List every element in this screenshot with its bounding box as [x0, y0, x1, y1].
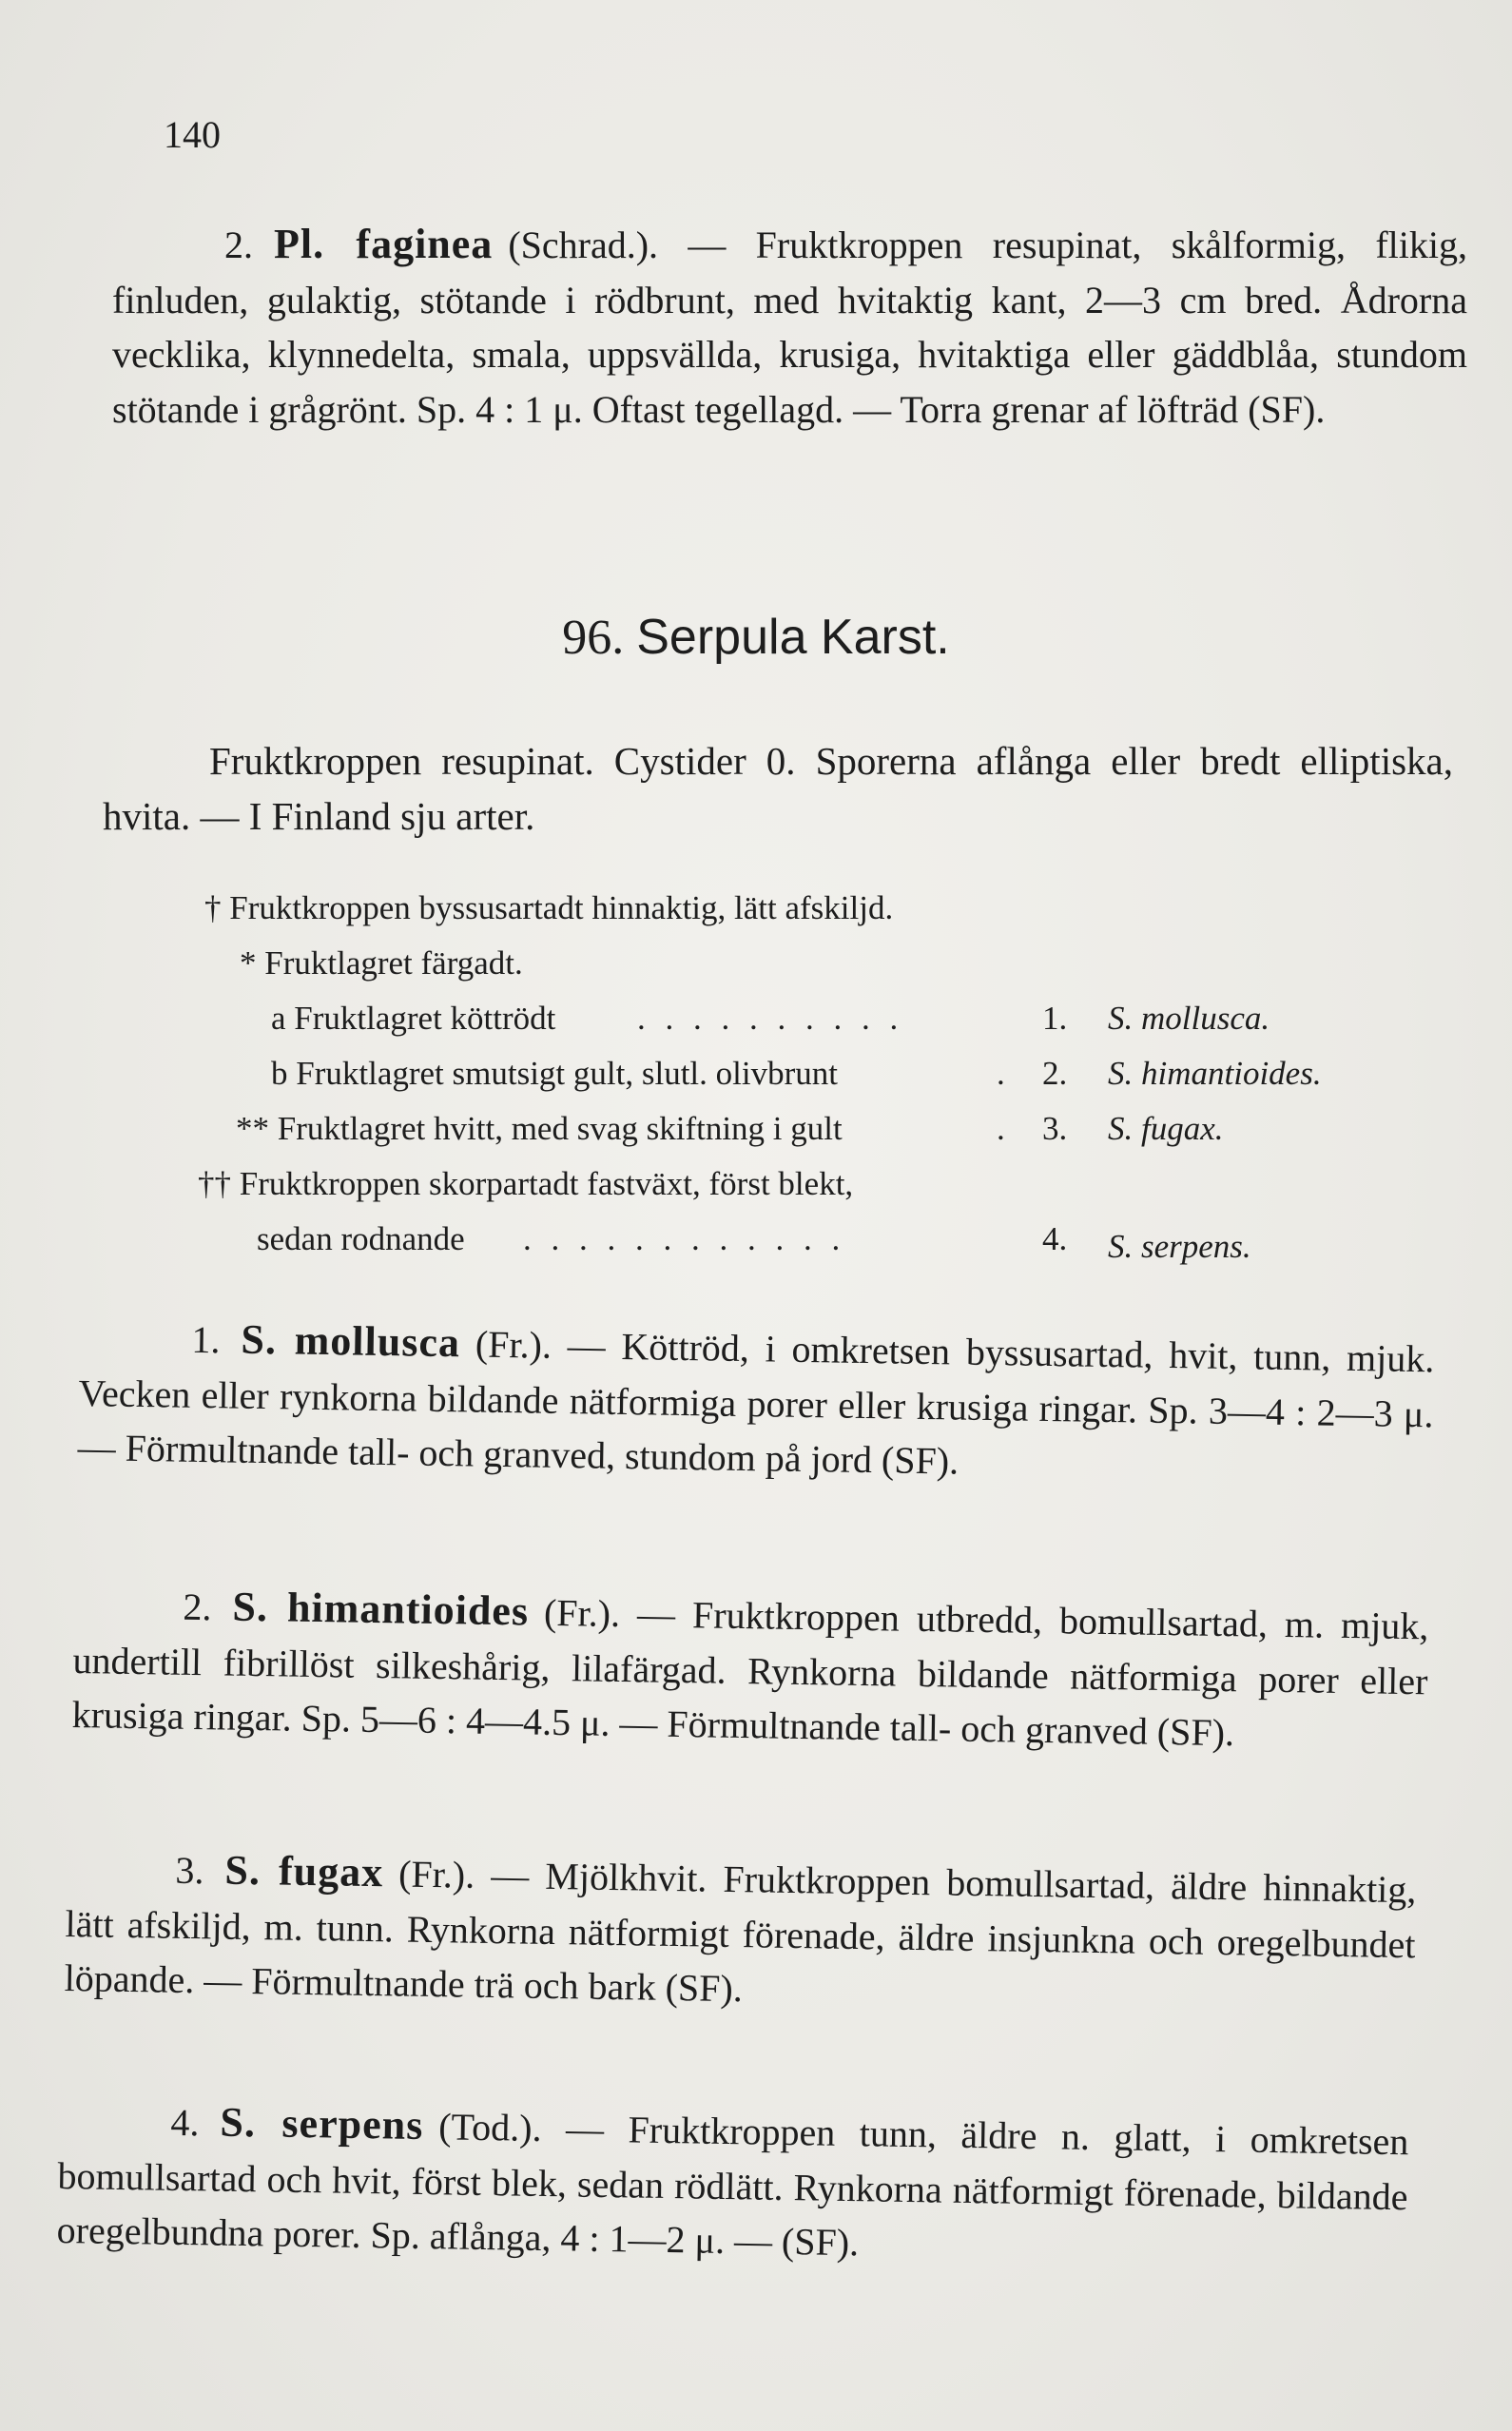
key-species: S. mollusca. [1108, 1000, 1270, 1037]
key-line-1 [190, 889, 1388, 944]
key-text: a Fruktlagret köttrödt [271, 1000, 556, 1037]
entry-title: Pl. faginea [274, 221, 494, 267]
genus-intro: Fruktkroppen resupinat. Cystider 0. Sporerna aflånga eller bredt elliptiska, hvita. — I Finland sju arter. [103, 739, 1453, 838]
key-dots: . . . . . . . . . . . . [523, 1220, 846, 1257]
entry-title: S. serpens [220, 2098, 424, 2149]
key-dots: . . . . . . . . . . [637, 1000, 904, 1037]
entry-s-serpens [56, 2092, 1409, 2279]
entry-s-fugax [64, 1840, 1417, 2027]
key-text: ** Fruktlagret hvitt, med svag skiftning i gult [236, 1110, 843, 1147]
key-number: 1. [1042, 1000, 1068, 1037]
species-key [190, 889, 1388, 1281]
entry-number: 1. [191, 1317, 221, 1362]
key-line-4 [190, 1055, 1388, 1110]
key-text: sedan rodnande [257, 1220, 465, 1257]
key-number: 2. [1042, 1055, 1068, 1092]
entry-number: 2. [224, 224, 253, 266]
key-text: †† Fruktkroppen skorpartadt fastväxt, först blekt, [198, 1165, 854, 1202]
key-line-5 [190, 1110, 1388, 1165]
entry-text: (Fr.). — Köttröd, i omkretsen byssusartad, hvit, tunn, mjuk. Vecken eller rynkorna bildande nätformiga porer eller krusiga ringar. Sp. 3—4 : 2—3 μ. — Förmultnande tall- och granved, stundom på jord (SF). [77, 1322, 1435, 1483]
entry-text: (Schrad.). — Fruktkroppen resupinat, skålformig, flikig, finluden, gulaktig, stötande i rödbrunt, med hvitaktig kant, 2—3 cm bred. Ådrorna vecklika, klynnedelta, smala, uppsvällda, krusiga, hvitaktiga eller gäddblåa, stundom stötande i grågrönt. Sp. 4 : 1 μ. Oftast tegellagd. — Torra grenar af löfträd (SF). [112, 224, 1467, 431]
key-species: S. himantioides. [1108, 1055, 1322, 1092]
entry-s-mollusca [77, 1310, 1435, 1496]
page-number: 140 [164, 113, 221, 156]
key-text: * Fruktlagret färgadt. [240, 944, 523, 982]
key-text: b Fruktlagret smutsigt gult, slutl. olivbrunt [271, 1055, 838, 1092]
section-number: 96. [562, 611, 625, 665]
key-species: S. fugax. [1108, 1110, 1224, 1147]
key-line-3 [190, 1000, 1388, 1055]
key-number: 3. [1042, 1110, 1068, 1147]
entry-number: 2. [183, 1585, 212, 1629]
section-name: Serpula Karst. [636, 610, 950, 665]
entry-title: S. himantioides [232, 1583, 530, 1635]
key-text: † Fruktkroppen byssusartadt hinnaktig, lätt afskiljd. [204, 889, 894, 926]
entry-title: S. fugax [224, 1846, 384, 1896]
section-heading [0, 609, 1512, 666]
entry-s-himantioides [71, 1577, 1429, 1763]
entry-number: 4. [170, 2100, 200, 2145]
key-number: 4. [1042, 1220, 1068, 1257]
entry-pl-faginea [112, 217, 1467, 437]
key-dots: . [997, 1055, 1011, 1092]
entry-text: (Fr.). — Fruktkroppen utbredd, bomullsartad, m. mjuk, undertill fibrillöst silkeshårig, lilafärgad. Rynkorna bildande nätformiga porer eller krusiga ringar. Sp. 5—6 : 4—4.5 μ. — Förmultnande tall- och granved (SF). [71, 1590, 1429, 1755]
key-line-7 [190, 1220, 1388, 1281]
key-line-2 [190, 944, 1388, 1000]
key-species: S. serpens. [1108, 1228, 1251, 1265]
key-line-6 [190, 1165, 1388, 1220]
entry-number: 3. [175, 1848, 204, 1893]
entry-text: (Tod.). — Fruktkroppen tunn, äldre n. glatt, i omkretsen bomullsartad och hvit, först blek, sedan rödlätt. Rynkorna nätformigt förenade, bildande oregelbundna porer. Sp. aflånga, 4 : 1—2 μ. — (SF). [56, 2105, 1409, 2265]
entry-text: (Fr.). — Mjölkhvit. Fruktkroppen bomullsartad, äldre hinnaktig, lätt afskiljd, m. tunn. Rynkorna nätformigt förenade, äldre insjunkna och oregelbundet löpande. — Förmultnande trä och bark (SF). [64, 1852, 1417, 2011]
entry-title: S. mollusca [241, 1315, 461, 1367]
key-dots: . [997, 1110, 1011, 1147]
